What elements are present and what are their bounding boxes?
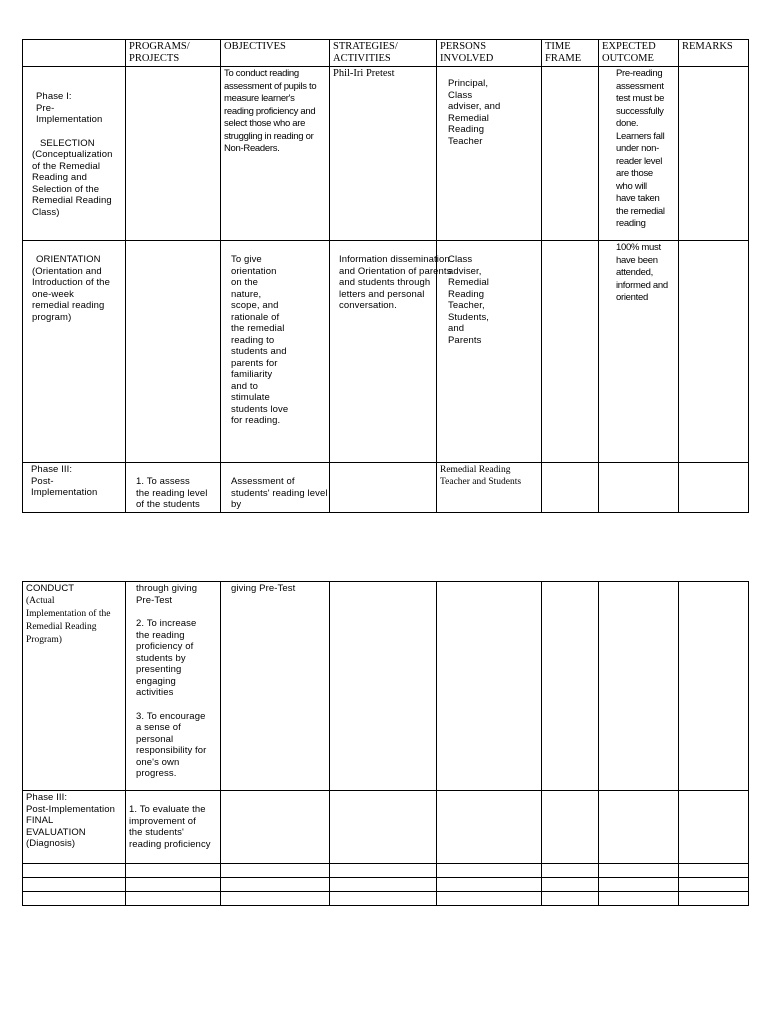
programs-cell-orientation bbox=[126, 241, 221, 463]
program-final: 1. To evaluate the improvement of the students' reading proficiency bbox=[129, 804, 211, 850]
header-programs: PROGRAMS/ PROJECTS bbox=[126, 40, 221, 67]
program-cell-conduct bbox=[126, 582, 221, 791]
persons-cell-selection bbox=[437, 67, 542, 241]
phase-cell-conduct bbox=[23, 582, 126, 791]
remarks-selection bbox=[679, 67, 749, 241]
table-row-empty bbox=[23, 864, 749, 878]
header-remarks: REMARKS bbox=[679, 40, 749, 67]
table-row-final-evaluation bbox=[23, 791, 749, 864]
objective-cell-post bbox=[221, 463, 330, 513]
empty-cell bbox=[599, 864, 679, 878]
header-time-frame: TIME FRAME bbox=[542, 40, 599, 67]
empty-cell bbox=[221, 892, 330, 906]
table-row-selection bbox=[23, 67, 749, 241]
persons-orientation: Class adviser, Remedial Reading Teacher, Students, and Parents bbox=[448, 254, 490, 346]
header-persons: PERSONS INVOLVED bbox=[437, 40, 542, 67]
empty-cell bbox=[542, 878, 599, 892]
persons-cell-orientation bbox=[437, 241, 542, 463]
empty-cell bbox=[679, 892, 749, 906]
section-title-conduct: CONDUCT bbox=[26, 583, 75, 594]
time-frame-selection bbox=[542, 67, 599, 241]
empty-cell bbox=[437, 864, 542, 878]
program-cell-final bbox=[126, 791, 221, 864]
empty-cell bbox=[330, 878, 437, 892]
objective-orientation: To give orientation on the nature, scope, and rationale of the remedial reading to students and parents for familiarity and to stimulate students love for reading. bbox=[231, 254, 289, 426]
section-subtitle-orientation: (Orientation and Introduction of the one-week remedial reading program) bbox=[32, 265, 110, 323]
empty-cell bbox=[330, 864, 437, 878]
persons-selection: Principal, Class adviser, and Remedial Reading Teacher bbox=[448, 78, 501, 147]
table-row-empty bbox=[23, 892, 749, 906]
remarks-conduct bbox=[679, 582, 749, 791]
remarks-post bbox=[679, 463, 749, 513]
empty-cell bbox=[126, 892, 221, 906]
outcome-orientation: 100% must have been attended, informed and oriented bbox=[616, 242, 668, 303]
objective-cell-conduct bbox=[221, 582, 330, 791]
time-frame-orientation bbox=[542, 241, 599, 463]
objective-selection: To conduct reading assessment of pupils to measure learner's reading proficiency and select those who are struggling in reading or Non-Readers. bbox=[221, 67, 330, 241]
table-row-post-implementation bbox=[23, 463, 749, 513]
empty-cell bbox=[23, 864, 126, 878]
section-title-selection: SELECTION bbox=[40, 137, 95, 149]
program-cell-post bbox=[126, 463, 221, 513]
empty-cell bbox=[599, 878, 679, 892]
time-frame-final bbox=[542, 791, 599, 864]
empty-cell bbox=[599, 892, 679, 906]
phase-cell-selection bbox=[23, 67, 126, 241]
remedial-reading-plan-table-1 bbox=[22, 39, 749, 513]
empty-cell bbox=[437, 878, 542, 892]
phase-post-implementation: Phase III: Post- Implementation bbox=[23, 463, 126, 513]
empty-cell bbox=[679, 864, 749, 878]
empty-cell bbox=[330, 892, 437, 906]
phase-label: Phase I: Pre- Implementation bbox=[36, 91, 103, 125]
header-objectives: OBJECTIVES bbox=[221, 40, 330, 67]
section-subtitle-selection: (Conceptualization of the Remedial Reading and Selection of the Remedial Reading Class) bbox=[32, 149, 113, 218]
strategy-post bbox=[330, 463, 437, 513]
time-frame-conduct bbox=[542, 582, 599, 791]
program-conduct-2: 2. To increase the reading proficiency of students by presenting engaging activities bbox=[136, 618, 197, 698]
empty-cell bbox=[23, 892, 126, 906]
empty-cell bbox=[221, 864, 330, 878]
header-row bbox=[23, 40, 749, 67]
programs-cell-selection bbox=[126, 67, 221, 241]
outcome-post bbox=[599, 463, 679, 513]
remarks-final bbox=[679, 791, 749, 864]
empty-cell bbox=[23, 878, 126, 892]
objective-post: Assessment of students' reading level by bbox=[231, 476, 328, 510]
empty-cell bbox=[126, 864, 221, 878]
remarks-orientation bbox=[679, 241, 749, 463]
outcome-final bbox=[599, 791, 679, 864]
header-expected-outcome: EXPECTED OUTCOME bbox=[599, 40, 679, 67]
empty-cell bbox=[126, 878, 221, 892]
strategy-final bbox=[330, 791, 437, 864]
empty-cell bbox=[679, 878, 749, 892]
table-row-empty bbox=[23, 878, 749, 892]
outcome-conduct bbox=[599, 582, 679, 791]
strategy-conduct bbox=[330, 582, 437, 791]
strategy-cell-orientation bbox=[330, 241, 452, 463]
outcome-cell-orientation bbox=[599, 241, 679, 463]
outcome-cell-selection bbox=[599, 67, 679, 241]
remedial-reading-plan-table-2 bbox=[22, 581, 749, 906]
section-subtitle-conduct: (Actual Implementation of the Remedial Reading Program) bbox=[26, 595, 111, 645]
table-row-orientation bbox=[23, 241, 749, 463]
program-conduct-1: through giving Pre-Test bbox=[136, 583, 198, 606]
objective-conduct: giving Pre-Test bbox=[231, 583, 296, 594]
program-conduct-3: 3. To encourage a sense of personal responsibility for one's own progress. bbox=[136, 710, 207, 779]
empty-cell bbox=[542, 864, 599, 878]
outcome-selection: Pre-reading assessment test must be successfully done. Learners fall under non- reader level are those who will have taken the remedial reading bbox=[616, 68, 665, 229]
empty-cell bbox=[437, 892, 542, 906]
table-row-conduct bbox=[23, 582, 749, 791]
empty-cell bbox=[542, 892, 599, 906]
time-frame-post bbox=[542, 463, 599, 513]
persons-final bbox=[437, 791, 542, 864]
empty-cell bbox=[221, 878, 330, 892]
persons-post: Remedial Reading Teacher and Students bbox=[437, 463, 542, 513]
header-strategies: STRATEGIES/ ACTIVITIES bbox=[330, 40, 437, 67]
persons-conduct bbox=[437, 582, 542, 791]
strategy-selection: Phil-Iri Pretest bbox=[330, 67, 437, 241]
phase-final-evaluation: Phase III: Post-Implementation FINAL EVALUATION (Diagnosis) bbox=[23, 791, 126, 864]
section-title-orientation: ORIENTATION bbox=[36, 254, 101, 265]
strategy-orientation: Information dissemination and Orientation of parents and students through letters and personal conversation. bbox=[339, 254, 452, 311]
objective-cell-orientation bbox=[221, 241, 330, 463]
header-phase-cell bbox=[23, 40, 126, 67]
program-post: 1. To assess the reading level of the students bbox=[136, 476, 208, 510]
phase-cell-orientation bbox=[23, 241, 126, 463]
objective-final bbox=[221, 791, 330, 864]
